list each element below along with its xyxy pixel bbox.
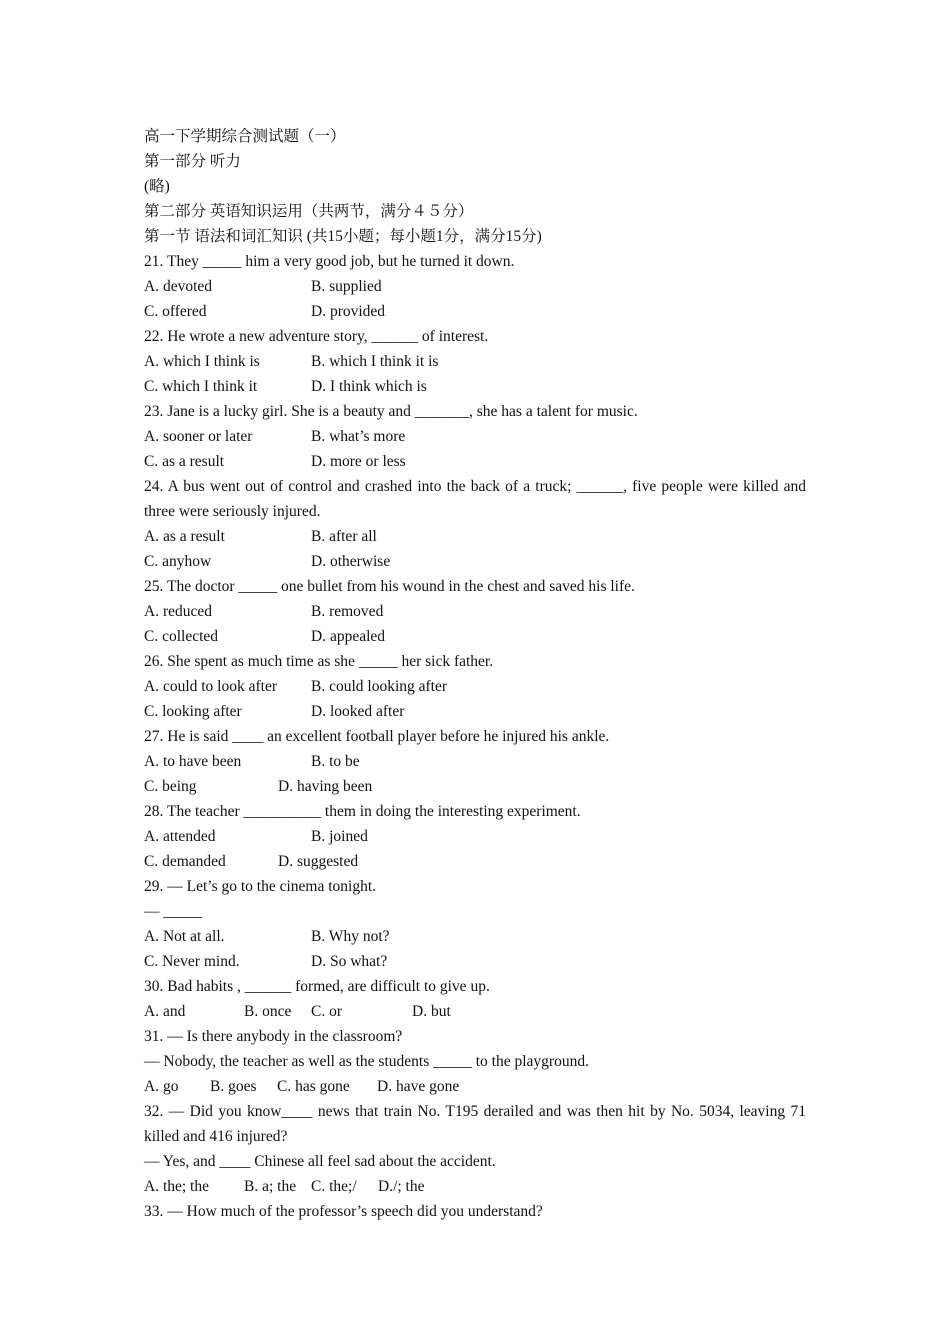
option-a: A. sooner or later bbox=[144, 428, 253, 445]
question-stem: 29. — Let’s go to the cinema tonight. bbox=[144, 878, 377, 895]
question-reply: — Yes, and ____ Chinese all feel sad about the accident. bbox=[144, 1153, 496, 1170]
option-c: C. collected bbox=[144, 628, 219, 645]
option-c: C. as a result bbox=[144, 453, 225, 470]
option-a: A. go bbox=[144, 1078, 179, 1095]
question-stem: 30. Bad habits , ______ formed, are difficult to give up. bbox=[144, 978, 490, 995]
options-row bbox=[144, 274, 806, 299]
option-c: C. offered bbox=[144, 303, 207, 320]
option-d: D. looked after bbox=[311, 703, 405, 720]
document-body bbox=[144, 124, 806, 1224]
option-c: C. or bbox=[311, 1003, 342, 1020]
option-a: A. and bbox=[144, 1003, 186, 1020]
option-d: D. more or less bbox=[311, 453, 406, 470]
option-d: D. but bbox=[412, 1003, 451, 1020]
option-a: A. which I think is bbox=[144, 353, 260, 370]
options-row bbox=[144, 949, 806, 974]
options-row bbox=[144, 1074, 806, 1099]
option-b: B. a; the bbox=[244, 1178, 297, 1195]
option-d: D. appealed bbox=[311, 628, 386, 645]
page-title: 高一下学期综合测试题（一） bbox=[144, 128, 346, 145]
option-d: D. having been bbox=[278, 778, 373, 795]
option-d: D. provided bbox=[311, 303, 386, 320]
options-row bbox=[144, 349, 806, 374]
option-b: B. what’s more bbox=[311, 428, 406, 445]
option-c: C. looking after bbox=[144, 703, 242, 720]
option-a: A. as a result bbox=[144, 528, 225, 545]
question-stem: 22. He wrote a new adventure story, ______ of interest. bbox=[144, 328, 489, 345]
option-b: B. Why not? bbox=[311, 928, 390, 945]
option-c: C. which I think it bbox=[144, 378, 258, 395]
option-a: A. reduced bbox=[144, 603, 212, 620]
options-row bbox=[144, 924, 806, 949]
option-c: C. demanded bbox=[144, 853, 226, 870]
option-c: C. has gone bbox=[277, 1078, 350, 1095]
option-b: B. supplied bbox=[311, 278, 382, 295]
question-stem: 24. A bus went out of control and crashed into the back of a truck; ______, five people were killed and three were seriously injured. bbox=[144, 478, 806, 520]
options-row bbox=[144, 999, 806, 1024]
options-row bbox=[144, 299, 806, 324]
options-row bbox=[144, 749, 806, 774]
option-d: D./; the bbox=[378, 1178, 425, 1195]
options-row bbox=[144, 599, 806, 624]
options-row bbox=[144, 774, 806, 799]
option-b: B. after all bbox=[311, 528, 377, 545]
options-row bbox=[144, 549, 806, 574]
option-c: C. the;/ bbox=[311, 1178, 357, 1195]
question-stem: 27. He is said ____ an excellent football player before he injured his ankle. bbox=[144, 728, 610, 745]
question-stem: 33. — How much of the professor’s speech did you understand? bbox=[144, 1203, 543, 1220]
option-b: B. removed bbox=[311, 603, 384, 620]
option-d: D. So what? bbox=[311, 953, 388, 970]
option-d: D. otherwise bbox=[311, 553, 391, 570]
option-a: A. attended bbox=[144, 828, 216, 845]
option-b: B. which I think it is bbox=[311, 353, 439, 370]
option-a: A. devoted bbox=[144, 278, 213, 295]
options-row bbox=[144, 524, 806, 549]
option-b: B. goes bbox=[210, 1078, 257, 1095]
option-c: C. anyhow bbox=[144, 553, 212, 570]
options-row bbox=[144, 849, 806, 874]
part2-heading: 第二部分 英语知识运用（共两节，满分４５分） bbox=[144, 203, 474, 220]
option-d: D. suggested bbox=[278, 853, 359, 870]
part1-note: (略) bbox=[144, 178, 170, 195]
option-b: B. to be bbox=[311, 753, 360, 770]
question-stem: 26. She spent as much time as she _____ her sick father. bbox=[144, 653, 494, 670]
options-row bbox=[144, 424, 806, 449]
options-row bbox=[144, 1174, 806, 1199]
options-row bbox=[144, 374, 806, 399]
options-row bbox=[144, 624, 806, 649]
question-stem: 25. The doctor _____ one bullet from his wound in the chest and saved his life. bbox=[144, 578, 635, 595]
options-row bbox=[144, 449, 806, 474]
question-stem: 21. They _____ him a very good job, but he turned it down. bbox=[144, 253, 515, 270]
question-stem: 28. The teacher __________ them in doing the interesting experiment. bbox=[144, 803, 581, 820]
question-reply: — Nobody, the teacher as well as the students _____ to the playground. bbox=[144, 1053, 589, 1070]
option-d: D. I think which is bbox=[311, 378, 427, 395]
option-a: A. could to look after bbox=[144, 678, 278, 695]
question-reply: — _____ bbox=[144, 903, 203, 920]
section1-heading: 第一节 语法和词汇知识 (共15小题；每小题1分，满分15分) bbox=[144, 228, 542, 245]
option-c: C. Never mind. bbox=[144, 953, 240, 970]
option-b: B. joined bbox=[311, 828, 368, 845]
part1-heading: 第一部分 听力 bbox=[144, 153, 241, 170]
option-a: A. the; the bbox=[144, 1178, 209, 1195]
option-b: B. once bbox=[244, 1003, 292, 1020]
question-stem: 32. — Did you know____ news that train No. T195 derailed and was then hit by No. 5034, leaving 71 killed and 416 injured? bbox=[144, 1103, 806, 1145]
options-row bbox=[144, 699, 806, 724]
option-b: B. could looking after bbox=[311, 678, 448, 695]
options-row bbox=[144, 824, 806, 849]
option-a: A. to have been bbox=[144, 753, 242, 770]
question-stem: 23. Jane is a lucky girl. She is a beauty and _______, she has a talent for music. bbox=[144, 403, 638, 420]
options-row bbox=[144, 674, 806, 699]
option-c: C. being bbox=[144, 778, 197, 795]
option-a: A. Not at all. bbox=[144, 928, 225, 945]
option-d: D. have gone bbox=[377, 1078, 460, 1095]
question-stem: 31. — Is there anybody in the classroom? bbox=[144, 1028, 403, 1045]
